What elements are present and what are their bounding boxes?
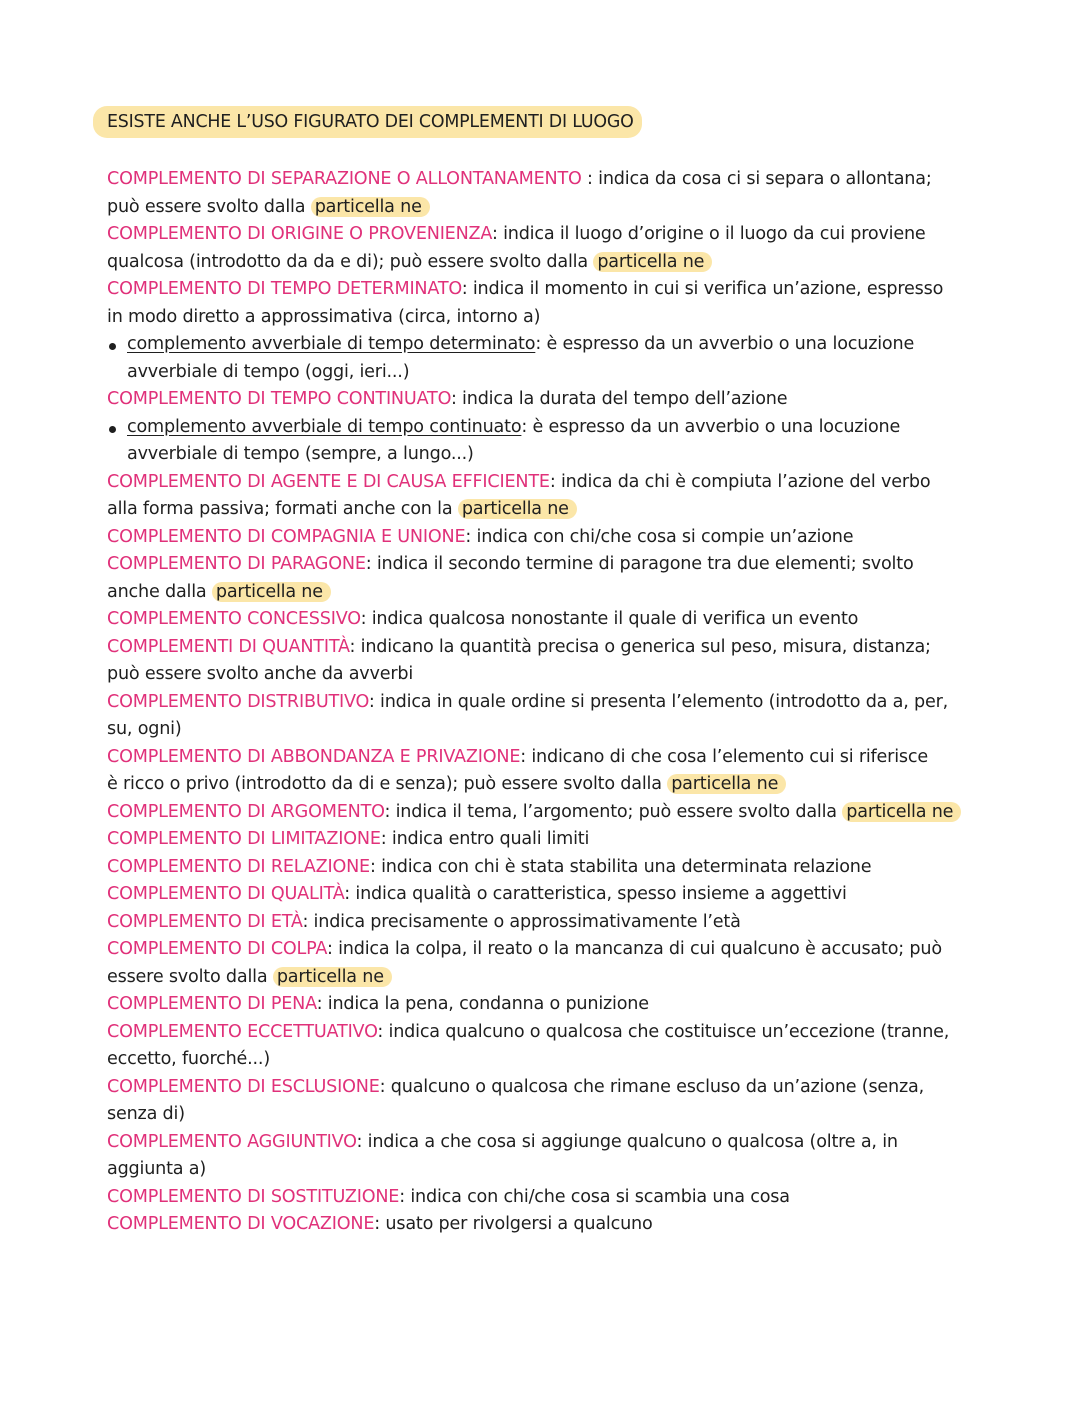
entry-text: : indica qualcosa nonostante il quale di verifica un evento	[360, 609, 859, 629]
entry-term: COMPLEMENTO DI PARAGONE	[107, 554, 366, 574]
entry-line	[107, 1019, 987, 1047]
entry-text: : indica la pena, condanna o punizione	[316, 994, 649, 1014]
heading-row	[93, 106, 987, 139]
entry-line	[107, 826, 987, 854]
entry-line	[107, 1211, 987, 1239]
entry-text: : indica con chi/che cosa si scambia una cosa	[399, 1186, 790, 1207]
entry-text: senza di)	[107, 1104, 185, 1124]
entry-text: essere svolto dalla	[107, 966, 273, 987]
entry-term: COMPLEMENTO DI VOCAZIONE	[107, 1214, 375, 1234]
entry-term: COMPLEMENTO AGGIUNTIVO	[107, 1131, 357, 1152]
highlight: particella ne	[311, 197, 430, 217]
entry-text: : indica il tema, l’argomento; può essere svolto dalla	[384, 801, 843, 822]
entry-term: COMPLEMENTO DISTRIBUTIVO	[107, 691, 369, 712]
bullet-item	[107, 331, 987, 359]
entry-text: : indica qualità o caratteristica, spesso insieme a aggettivi	[344, 884, 847, 904]
entry-text: : indica in quale ordine si presenta l’elemento (introdotto da a, per,	[368, 691, 949, 712]
entry-text: : indica il momento in cui si verifica un’azione, espresso	[461, 279, 944, 299]
entry-text: : è espresso da un avverbio o una locuzione	[521, 416, 901, 437]
entry-text: : indica la durata del tempo dell’azione	[450, 389, 788, 409]
entry-term: COMPLEMENTO DI TEMPO DETERMINATO	[107, 279, 462, 299]
entry-line	[107, 881, 987, 909]
entry-line	[107, 1129, 987, 1157]
entry-text: : indica con chi/che cosa si compie un’azione	[465, 526, 854, 547]
entry-line	[107, 304, 987, 332]
entry-text: : indica con chi è stata stabilita una determinata relazione	[369, 856, 872, 877]
entry-line	[107, 551, 987, 579]
entry-text: è ricco o privo (introdotto da di e senza); può essere svolto dalla	[107, 774, 668, 794]
entry-term: COMPLEMENTO DI LIMITAZIONE	[107, 829, 381, 849]
entry-line	[107, 221, 987, 249]
entry-text: : qualcuno o qualcosa che rimane escluso da un’azione (senza,	[379, 1076, 924, 1097]
page-heading: ESISTE ANCHE L’USO FIGURATO DEI COMPLEMENTI DI LUOGO	[93, 106, 642, 138]
entry-term: COMPLEMENTO DI ARGOMENTO	[107, 801, 385, 822]
entry-text: su, ogni)	[107, 719, 182, 739]
bullet-dot-icon	[109, 426, 116, 433]
entry-line	[107, 716, 987, 744]
entry-text: : indicano di che cosa l’elemento cui si riferisce	[520, 746, 928, 767]
entry-term: COMPLEMENTO DI AGENTE E DI CAUSA EFFICIENTE	[107, 471, 550, 492]
entry-line	[107, 386, 987, 414]
entry-line	[107, 496, 987, 524]
entry-text: può essere svolto anche da avverbi	[107, 664, 414, 684]
entry-line	[107, 936, 987, 964]
entry-text: : indica a che cosa si aggiunge qualcuno o qualcosa (oltre a, in	[356, 1131, 898, 1152]
entry-text: : è espresso da un avverbio o una locuzione	[535, 334, 915, 354]
entry-text: aggiunta a)	[107, 1159, 207, 1179]
highlight: particella ne	[593, 252, 712, 272]
bullet-item	[107, 414, 987, 442]
entry-line	[107, 744, 987, 772]
entry-line	[107, 771, 987, 799]
entry-text: : indicano la quantità precisa o generica sul peso, misura, distanza;	[349, 636, 931, 657]
bullet-item-continued	[107, 359, 987, 387]
entry-term: COMPLEMENTO DI ESCLUSIONE	[107, 1076, 380, 1097]
entry-line	[107, 1074, 987, 1102]
entry-line	[107, 854, 987, 882]
entry-line	[107, 166, 987, 194]
entry-term: COMPLEMENTO DI COLPA	[107, 939, 327, 959]
entry-term: COMPLEMENTO DI COMPAGNIA E UNIONE	[107, 526, 466, 547]
entry-line	[107, 1101, 987, 1129]
entry-term: COMPLEMENTO DI RELAZIONE	[107, 856, 370, 877]
entry-line	[107, 1046, 987, 1074]
highlight: particella ne	[458, 499, 577, 519]
entry-text: eccetto, fuorché...)	[107, 1049, 270, 1069]
entry-text: : indica il secondo termine di paragone tra due elementi; svolto	[365, 554, 914, 574]
entry-line	[107, 1184, 987, 1212]
entry-line	[107, 991, 987, 1019]
entry-text: avverbiale di tempo (sempre, a lungo...)	[127, 444, 474, 464]
entry-line	[107, 469, 987, 497]
entry-term: COMPLEMENTO DI ABBONDANZA E PRIVAZIONE	[107, 746, 521, 767]
entry-term: COMPLEMENTO DI TEMPO CONTINUATO	[107, 389, 451, 409]
entry-line	[107, 909, 987, 937]
entry-line	[107, 799, 987, 827]
entry-line	[107, 634, 987, 662]
highlight: particella ne	[842, 802, 961, 822]
bullet-dot-icon	[109, 343, 116, 350]
highlight: particella ne	[273, 967, 392, 987]
entry-term: COMPLEMENTO DI SOSTITUZIONE	[107, 1186, 400, 1207]
bullet-item-continued	[107, 441, 987, 469]
entry-text: : indica il luogo d’origine o il luogo da cui proviene	[491, 224, 926, 244]
entry-term: COMPLEMENTO DI ORIGINE O PROVENIENZA	[107, 224, 492, 244]
entry-text: : indica da chi è compiuta l’azione del verbo	[549, 471, 931, 492]
entry-text: avverbiale di tempo (oggi, ieri...)	[127, 361, 410, 382]
entry-term: COMPLEMENTI DI QUANTITÀ	[107, 636, 350, 657]
entry-line	[107, 194, 987, 222]
entry-term: COMPLEMENTO DI SEPARAZIONE O ALLONTANAMENTO	[107, 169, 582, 189]
entry-text: : indica entro quali limiti	[380, 829, 590, 849]
spacer	[107, 139, 987, 166]
entry-text: in modo diretto a approssimativa (circa, intorno a)	[107, 306, 541, 327]
bullet-term: complemento avverbiale di tempo continuato	[127, 416, 522, 437]
entry-line	[107, 661, 987, 689]
entry-line	[107, 964, 987, 992]
entry-term: COMPLEMENTO ECCETTUATIVO	[107, 1021, 378, 1042]
entry-line	[107, 276, 987, 304]
entry-text: : indica precisamente o approssimativamente l’età	[302, 911, 741, 932]
entry-term: COMPLEMENTO DI QUALITÀ	[107, 884, 345, 904]
entry-text: alla forma passiva; formati anche con la	[107, 499, 458, 519]
entry-line	[107, 689, 987, 717]
entry-term: COMPLEMENTO CONCESSIVO	[107, 609, 361, 629]
entry-text: qualcosa (introdotto da da e di); può essere svolto dalla	[107, 251, 594, 272]
entry-text: può essere svolto dalla	[107, 196, 311, 217]
entry-term: COMPLEMENTO DI ETÀ	[107, 911, 303, 932]
notes-page	[107, 106, 987, 1239]
entry-line	[107, 524, 987, 552]
entry-line	[107, 579, 987, 607]
highlight: particella ne	[212, 582, 331, 602]
entry-text: : indica la colpa, il reato o la mancanza di cui qualcuno è accusato; può	[326, 939, 942, 959]
entry-term: COMPLEMENTO DI PENA	[107, 994, 317, 1014]
entry-text: anche dalla	[107, 581, 212, 602]
entry-text: : indica qualcuno o qualcosa che costituisce un’eccezione (tranne,	[377, 1021, 950, 1042]
bullet-term: complemento avverbiale di tempo determinato	[127, 334, 536, 354]
highlight: particella ne	[667, 774, 786, 794]
entry-text: : usato per rivolgersi a qualcuno	[374, 1214, 653, 1234]
entry-line	[107, 1156, 987, 1184]
entry-line	[107, 606, 987, 634]
entry-line	[107, 249, 987, 277]
entry-text: : indica da cosa ci si separa o allontana;	[581, 169, 932, 189]
